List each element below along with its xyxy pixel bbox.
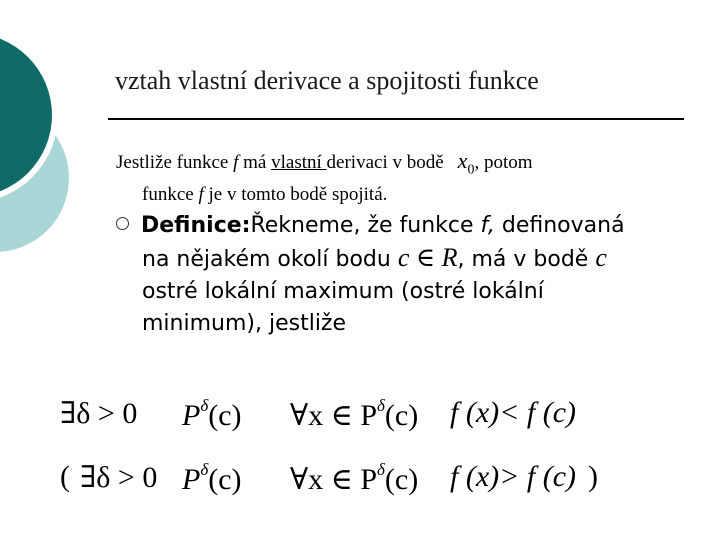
open-paren: ( <box>60 460 70 493</box>
exists-delta: ∃δ > 0 <box>80 461 158 494</box>
function-symbol: f <box>233 152 239 173</box>
delta-superscript: δ <box>377 460 385 479</box>
delta-superscript: δ <box>200 460 209 479</box>
function-symbol: f <box>198 184 204 206</box>
p-symbol: P <box>182 399 201 432</box>
c-argument: (c) <box>384 399 419 432</box>
intro-line-2 <box>116 182 676 207</box>
intro-text: má <box>238 152 272 173</box>
delta-superscript: δ <box>200 396 209 415</box>
intro-line-1 <box>116 148 676 182</box>
neighborhood <box>182 460 242 497</box>
definition-label: Definice: <box>141 213 251 238</box>
intro-text: , potom <box>474 152 533 173</box>
definition-line-3: ostré lokální maximum (ostré lokální <box>142 279 544 304</box>
inequality-less: f (x)< f (c) <box>450 396 577 429</box>
definition-text: na nějakém okolí bodu <box>142 247 398 272</box>
title-divider <box>108 118 684 120</box>
definition-text: , má v bodě <box>457 247 596 272</box>
c-symbol: c <box>595 243 607 272</box>
c-in-r-symbol: c ∈ R <box>397 243 458 272</box>
c-argument: (c) <box>384 463 419 496</box>
forall-text: ∀x ∈ P <box>290 463 377 496</box>
x0-subscript: 0 <box>467 162 475 178</box>
delta-superscript: δ <box>377 396 385 415</box>
definition-line-4: minimum), jestliže <box>142 311 347 336</box>
c-argument: (c) <box>208 399 242 432</box>
decorative-circles <box>0 0 120 300</box>
intro-theorem <box>116 148 676 207</box>
definition-text: Řekneme, že funkce <box>250 213 481 238</box>
inequality-greater: f (x)> f (c) <box>450 460 577 493</box>
p-symbol: P <box>182 463 201 496</box>
c-argument: (c) <box>208 463 242 496</box>
underlined-word: vlastní <box>271 152 327 173</box>
definition-block <box>116 210 676 340</box>
intro-text: Jestliže funkce <box>116 152 234 173</box>
intro-text: funkce <box>142 184 199 206</box>
neighborhood <box>182 396 242 433</box>
x0-base: x <box>457 148 468 173</box>
forall-x <box>290 460 418 497</box>
bullet-circle-icon <box>116 217 129 230</box>
definition-line-2 <box>116 242 676 276</box>
definition-line-1 <box>116 210 676 242</box>
forall-x <box>290 396 418 433</box>
x0-symbol <box>457 148 475 178</box>
slide-title: vztah vlastní derivace a spojitosti funkce <box>115 66 539 95</box>
function-symbol: f, <box>480 213 495 238</box>
close-paren: ) <box>588 460 598 493</box>
intro-text: derivaci v bodě <box>326 152 444 173</box>
intro-text: je v tomto bodě spojitá. <box>203 184 388 206</box>
exists-delta: ∃δ > 0 <box>60 397 138 430</box>
definition-text: definovaná <box>494 213 625 238</box>
forall-text: ∀x ∈ P <box>290 399 377 432</box>
